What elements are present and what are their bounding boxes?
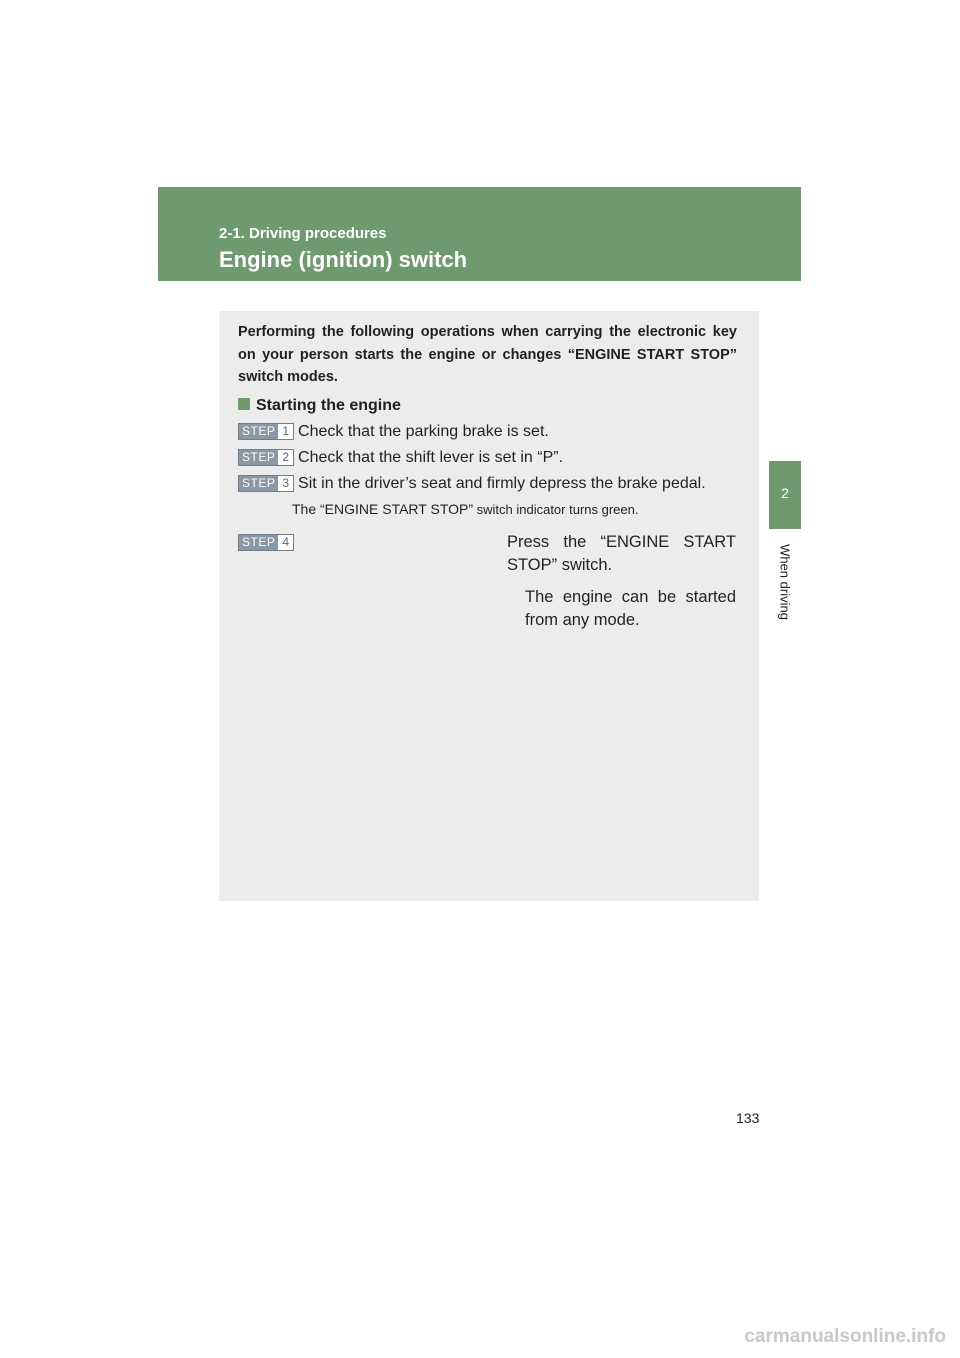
- step-badge-word: STEP: [239, 535, 278, 550]
- step-badge-number: 3: [278, 476, 293, 491]
- step-4-note: The engine can be started from any mode.: [525, 588, 736, 629]
- subheading: [238, 397, 401, 415]
- step-3: [238, 475, 706, 493]
- step-badge-word: STEP: [239, 450, 278, 465]
- page-number: 133: [736, 1110, 760, 1126]
- intro-text: Performing the following operations when carrying the electronic key on your person starts the engine or changes “ENGINE START STOP” switch modes.: [238, 324, 737, 385]
- subheading-text: Starting the engine: [256, 397, 401, 414]
- page-title: Engine (ignition) switch: [219, 247, 468, 272]
- step-3-note: [292, 501, 638, 517]
- step-badge-number: 1: [278, 424, 293, 439]
- step-badge: [238, 475, 294, 492]
- step-text: Check that the parking brake is set.: [298, 423, 549, 440]
- step-3-note-main: The “ENGINE START STOP”: [292, 501, 474, 517]
- chapter-label: When driving: [777, 544, 793, 620]
- step-4-text: Press the “ENGINE START STOP” switch.: [507, 533, 736, 574]
- step-3-note-rest: switch indicator turns green.: [473, 502, 639, 517]
- step-badge: [238, 423, 294, 440]
- step-badge-number: 4: [278, 535, 293, 550]
- step-badge: [238, 534, 294, 551]
- step-badge-word: STEP: [239, 424, 278, 439]
- square-bullet-icon: [238, 398, 250, 410]
- step-2: [238, 449, 563, 467]
- chapter-tab[interactable]: [769, 461, 801, 529]
- chapter-header: [158, 187, 801, 281]
- step-badge-number: 2: [278, 450, 293, 465]
- watermark: carmanualsonline.info: [744, 1326, 946, 1347]
- step-text: Sit in the driver’s seat and firmly depress the brake pedal.: [298, 475, 706, 492]
- section-label: 2-1. Driving procedures: [219, 225, 387, 242]
- step-badge-word: STEP: [239, 476, 278, 491]
- content-panel: [219, 311, 759, 901]
- step-4: [238, 534, 298, 552]
- step-badge: [238, 449, 294, 466]
- step-1: [238, 423, 549, 441]
- step-text: Check that the shift lever is set in “P”.: [298, 449, 564, 466]
- chapter-number: 2: [781, 485, 789, 501]
